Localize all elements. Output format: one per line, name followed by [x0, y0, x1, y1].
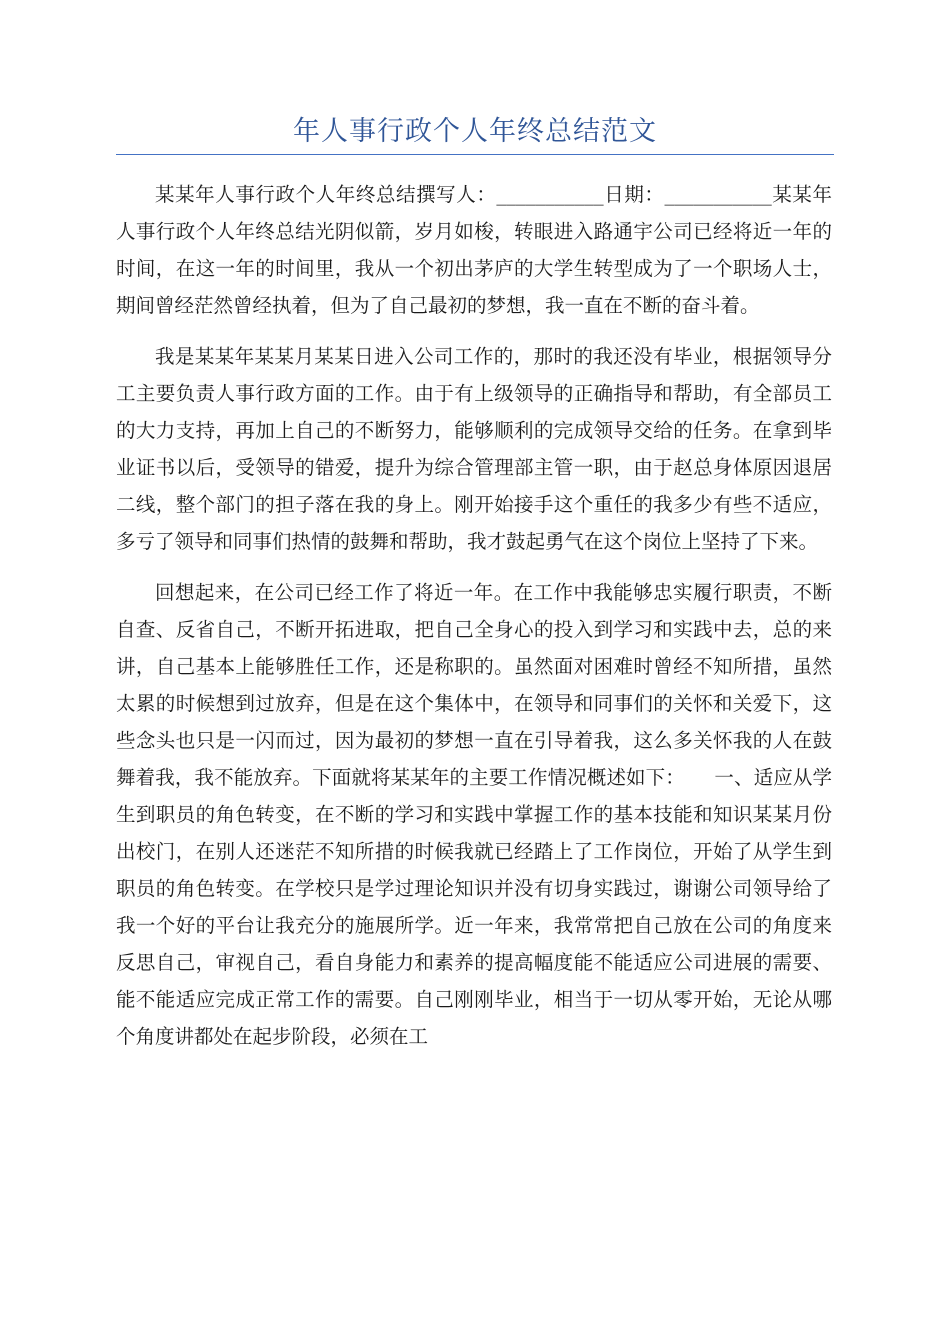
- title-underline: [116, 154, 834, 155]
- paragraph: 回想起来，在公司已经工作了将近一年。在工作中我能够忠实履行职责，不断自查、反省自己，不断开拓进取，把自己全身心的投入到学习和实践中去，总的来讲，自己基本上能够胜任工作，还是称职的。虽然面对困难时曾经不知所措，虽然太累的时候想到过放弃，但是在这个集体中，在领导和同事们的关怀和关爱下，这些念头也只是一闪而过，因为最初的梦想一直在引导着我，这么多关怀我的人在鼓舞着我，我不能放弃。下面就将某某年的主要工作情况概述如下： 一、适应从学生到职员的角色转变，在不断的学习和实践中掌握工作的基本技能和知识某某月份出校门，在别人还迷茫不知所措的时候我就已经踏上了工作岗位，开始了从学生到职员的角色转变。在学校只是学过理论知识并没有切身实践过，谢谢公司领导给了我一个好的平台让我充分的施展所学。近一年来，我常常把自己放在公司的角度来反思自己，审视自己，看自身能力和素养的提高幅度能不能适应公司进展的需要、能不能适应完成正常工作的需要。自己刚刚毕业，相当于一切从零开始，无论从哪个角度讲都处在起步阶段，必须在工: [116, 581, 832, 1048]
- paragraph: 某某年人事行政个人年终总结撰写人：___________日期：___________某某年人事行政个人年终总结光阴似箭，岁月如梭，转眼进入路通宇公司已经将近一年的时间，在这一年的时间里，我从一个初出茅庐的大学生转型成为了一个职场人士，期间曾经茫然曾经执着，但为了自己最初的梦想，我一直在不断的奋斗着。: [116, 183, 832, 317]
- document-body: [116, 176, 832, 1069]
- document-title: 年人事行政个人年终总结范文: [293, 116, 657, 147]
- paragraph: 我是某某年某某月某某日进入公司工作的，那时的我还没有毕业，根据领导分工主要负责人事行政方面的工作。由于有上级领导的正确指导和帮助，有全部员工的大力支持，再加上自己的不断努力，能够顺利的完成领导交给的任务。在拿到毕业证书以后，受领导的错爱，提升为综合管理部主管一职，由于赵总身体原因退居二线，整个部门的担子落在我的身上。刚开始接手这个重任的我多少有些不适应，多亏了领导和同事们热情的鼓舞和帮助，我才鼓起勇气在这个岗位上坚持了下来。: [116, 345, 832, 553]
